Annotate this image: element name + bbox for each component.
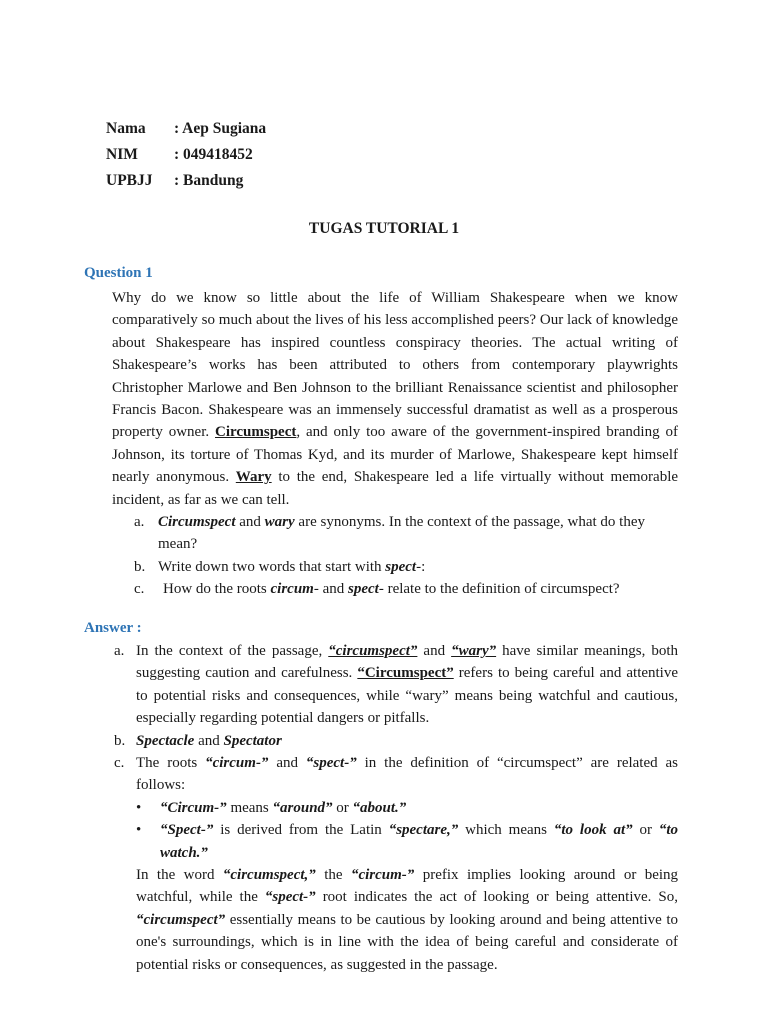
closing-word3: “spect-” <box>264 889 316 906</box>
answer-b-word2: Spectator <box>223 732 282 749</box>
bullet-1-text2: or <box>336 799 349 816</box>
answer-item-a <box>114 640 678 730</box>
bullet-1-word1: “around” <box>272 799 333 816</box>
passage-word-circumspect: Circumspect <box>215 424 297 441</box>
item-marker: b. <box>134 558 146 575</box>
item-marker: c. <box>134 581 145 598</box>
closing-word4: “circumspect” <box>136 911 226 928</box>
item-marker: a. <box>134 514 145 530</box>
answer-a-text4: refers to being careful and attentive to potential risks and consequences, while “wary” means being watchful and cautious, especially regarding potential dangers or pitfalls. <box>136 665 679 727</box>
nim-label: NIM <box>106 146 138 163</box>
answer-c-text2: and <box>276 755 298 772</box>
item-a-and: and <box>239 514 261 530</box>
answer-heading: Answer : <box>84 620 142 636</box>
answer-item-c <box>114 752 678 976</box>
bullet-spect <box>114 819 678 864</box>
document-title: TUGAS TUTORIAL 1 <box>308 220 460 237</box>
item-b-root: spect <box>385 558 417 575</box>
item-c-root2: spect <box>348 581 379 598</box>
closing-word2: “circum-” <box>350 867 415 884</box>
passage-word-wary: Wary <box>235 469 272 486</box>
answer-b-and: and <box>198 732 220 749</box>
item-a-word1: Circumspect <box>158 514 236 530</box>
question-item-c <box>134 578 678 600</box>
answer-c-bullets <box>114 797 678 864</box>
closing-text1: In the word <box>136 867 215 884</box>
bullet-dot-icon: • <box>136 799 142 816</box>
question-passage <box>112 287 678 511</box>
upbjj-value: : Bandung <box>174 172 244 189</box>
answer-a-text1: In the context of the passage, <box>136 643 323 659</box>
item-marker: c. <box>114 755 125 772</box>
item-a-word2: wary <box>264 514 295 530</box>
upbjj-label: UPBJJ <box>106 172 153 189</box>
bullet-circum <box>114 797 678 819</box>
answer-a-word-circumspect-2: “Circumspect” <box>357 665 454 682</box>
item-b-text: Write down two words that start with <box>158 558 382 575</box>
item-c-root1: circum <box>270 581 314 598</box>
bullet-2-root: “Spect-” <box>160 822 214 839</box>
question-item-b <box>134 556 678 578</box>
closing-word1: “circumspect,” <box>222 867 316 884</box>
identity-row-upbjj <box>106 168 266 194</box>
answer-c-closing <box>136 864 678 976</box>
item-c-text3: - relate to the definition of circumspect? <box>378 581 620 598</box>
answer-c-text1: The roots <box>136 755 198 772</box>
bullet-2-text3: or <box>639 822 652 839</box>
bullet-1-root: “Circum-” <box>160 799 227 816</box>
name-label: Nama <box>106 120 146 137</box>
answer-a-word-circumspect: “circumspect” <box>328 643 418 659</box>
bullet-2-text2: which means <box>465 822 547 839</box>
answer-c-text3: in the definition of “circumspect” are related as follows: <box>136 755 679 794</box>
bullet-1-text1: means <box>230 799 269 816</box>
name-value: : Aep Sugiana <box>174 120 267 137</box>
nim-value: : 049418452 <box>174 146 253 163</box>
answer-b-word1: Spectacle <box>136 732 195 749</box>
closing-text2: the <box>324 867 343 884</box>
passage-part-1: Why do we know so little about the life of William Shakespeare when we know comparatively so much about the lives of his less accomplished peers? Our lack of knowledge about Shakespeare has inspired countless conspiracy theories. The actual writing of Shakespeare’s works has been attributed to others from contemporary playwrights Christopher Marlowe and Ben Johnson to the brilliant Renaissance scientist and philosopher Francis Bacon. Shakespeare was an immensely successful dramatist as well as a prosperous property owner. <box>112 290 678 441</box>
answer-a-word-wary: “wary” <box>451 643 497 659</box>
bullet-2-text1: is derived from the Latin <box>220 822 382 839</box>
bullet-1-word2: “about.” <box>352 799 407 816</box>
item-marker: b. <box>114 732 126 749</box>
bullet-2-word2: “to look at” <box>553 822 633 839</box>
passage-part-2: , and only too aware of the government-inspired branding of Johnson, its torture of Thomas Kyd, and its murder of Marlowe, Shakespeare kept himself nearly anonymous. <box>112 424 678 486</box>
bullet-2-word1: “spectare,” <box>388 822 459 839</box>
answer-c-root1: “circum-” <box>205 755 269 772</box>
identity-row-nim <box>106 142 266 168</box>
question-item-a <box>134 511 678 556</box>
item-c-text1: How do the roots <box>163 581 267 598</box>
item-c-text2: - and <box>313 581 345 598</box>
closing-text4: root indicates the act of looking or being attentive. So, <box>322 889 679 906</box>
closing-text5: essentially means to be cautious by looking around and being attentive to one's surroundings, which is in line with the idea of being careful and considerate of potential risks or consequences, as suggested in the passage. <box>136 911 679 973</box>
answer-item-b <box>114 730 678 752</box>
answer-c-root2: “spect-” <box>305 755 357 772</box>
item-b-end: -: <box>416 558 426 575</box>
item-marker: a. <box>114 643 125 659</box>
closing-text3: prefix implies looking around or being watchful, while the <box>136 867 679 906</box>
bullet-2-word3: “to watch.” <box>160 822 679 861</box>
question-heading: Question 1 <box>84 265 153 281</box>
answer-a-text2: and <box>423 643 446 659</box>
answer-a-text3: have similar meanings, both suggesting caution and carefulness. <box>136 643 679 682</box>
item-a-text: are synonyms. In the context of the passage, what do they mean? <box>158 514 645 553</box>
identity-row-name <box>106 116 266 142</box>
bullet-dot-icon: • <box>136 822 142 839</box>
identity-block <box>106 116 266 194</box>
answer-items <box>114 640 678 976</box>
question-items <box>134 511 678 601</box>
passage-part-3: to the end, Shakespeare led a life virtually without memorable incident, as far as we can tell. <box>112 469 679 508</box>
